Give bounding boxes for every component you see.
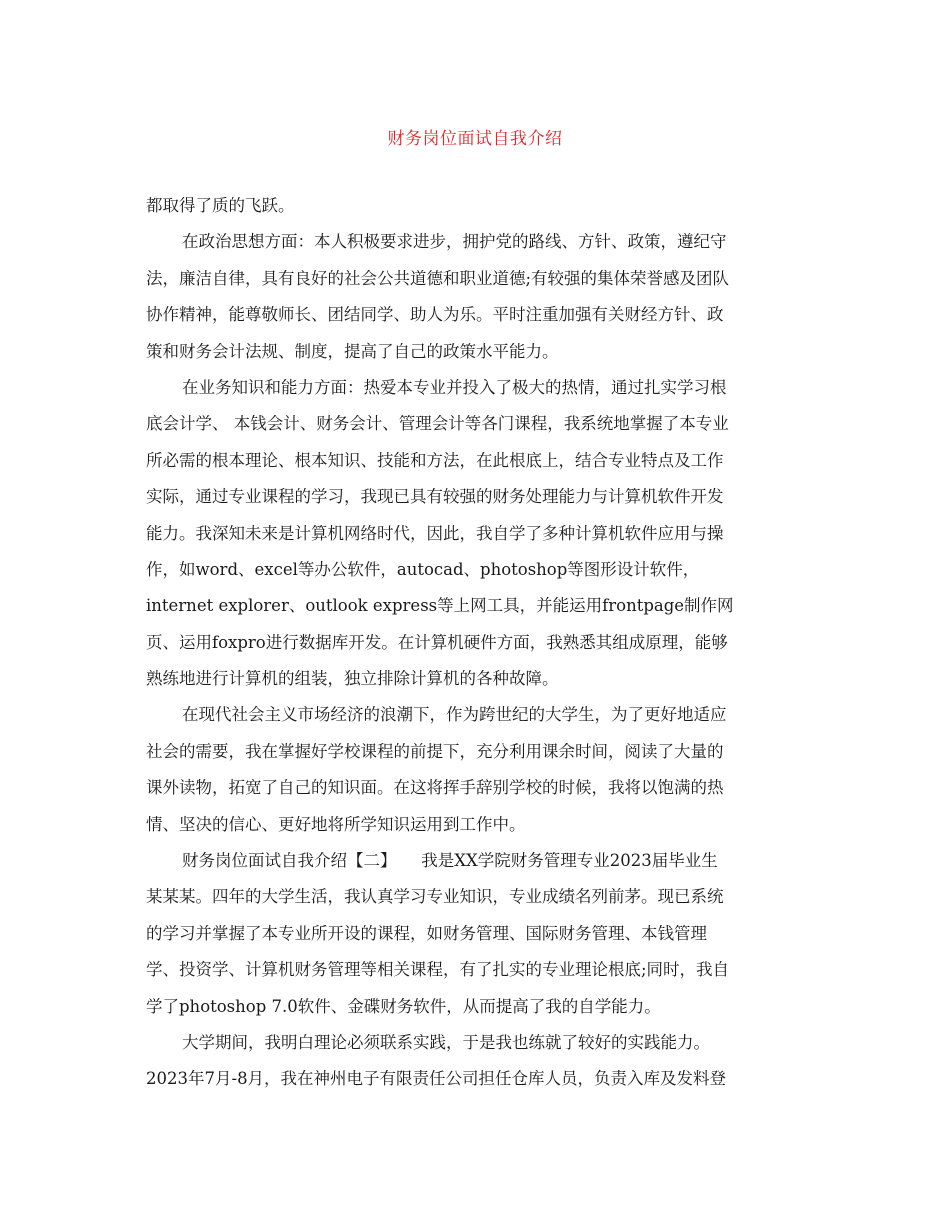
- document-body: [146, 188, 806, 1098]
- text-line: 在政治思想方面：本人积极要求进步，拥护党的路线、方针、政策，遵纪守: [182, 232, 727, 252]
- text-line: internet explorer、outlook express等上网工具，并能运用frontpage制作网: [146, 596, 734, 616]
- text-line: 作，如word、excel等办公软件，autocad、photoshop等图形设计软件，: [146, 559, 700, 579]
- text-line: 法，廉洁自律，具有良好的社会公共道德和职业道德;有较强的集体荣誉感及团队: [146, 268, 730, 288]
- text-line: 熟练地进行计算机的组装，独立排除计算机的各种故障。: [146, 669, 559, 689]
- text-line: 社会的需要，我在掌握好学校课程的前提下，充分利用课余时间，阅读了大量的: [146, 741, 724, 761]
- text-line: 的学习并掌握了本专业所开设的课程，如财务管理、国际财务管理、本钱管理: [146, 923, 707, 943]
- text-line: 在业务知识和能力方面：热爱本专业并投入了极大的热情，通过扎实学习根: [182, 377, 727, 397]
- text-line: 在现代社会主义市场经济的浪潮下，作为跨世纪的大学生，为了更好地适应: [182, 705, 727, 725]
- text-line: 大学期间，我明白理论必须联系实践，于是我也练就了较好的实践能力。: [182, 1032, 710, 1052]
- text-line: 2023年7月-8月，我在神州电子有限责任公司担任仓库人员，负责入库及发料登: [146, 1069, 727, 1089]
- text-line: 课外读物，拓宽了自己的知识面。在这将挥手辞别学校的时候，我将以饱满的热: [146, 778, 724, 798]
- text-line: 实际，通过专业课程的学习，我现已具有较强的财务处理能力与计算机软件开发: [146, 487, 724, 507]
- text-line: 学了photoshop 7.0软件、金碟财务软件，从而提高了我的自学能力。: [146, 996, 661, 1016]
- text-line: 情、坚决的信心、更好地将所学知识运用到工作中。: [146, 814, 526, 834]
- text-line: 财务岗位面试自我介绍【二】 我是XX学院财务管理专业2023届毕业生: [182, 851, 718, 871]
- text-line: 都取得了质的飞跃。: [146, 196, 295, 215]
- text-line: 协作精神，能尊敬师长、团结同学、助人为乐。平时注重加强有关财经方针、政: [146, 305, 724, 325]
- text-line: 能力。我深知未来是计算机网络时代，因此，我自学了多种计算机软件应用与操: [146, 523, 724, 543]
- text-line: 底会计学、 本钱会计、财务会计、管理会计等各门课程，我系统地掌握了本专业: [146, 414, 729, 434]
- text-line: 策和财务会计法规、制度，提高了自己的政策水平能力。: [146, 341, 559, 361]
- text-line: 页、运用foxpro进行数据库开发。在计算机硬件方面，我熟悉其组成原理，能够: [146, 632, 728, 652]
- text-line: 学、投资学、计算机财务管理等相关课程，有了扎实的专业理论根底;同时，我自: [146, 960, 730, 980]
- text-line: 所必需的根本理论、根本知识、技能和方法，在此根底上，结合专业特点及工作: [146, 450, 724, 470]
- document-title: 财务岗位面试自我介绍: [387, 129, 563, 149]
- text-line: 某某某。四年的大学生活，我认真学习专业知识，专业成绩名列前茅。现已系统: [146, 887, 724, 907]
